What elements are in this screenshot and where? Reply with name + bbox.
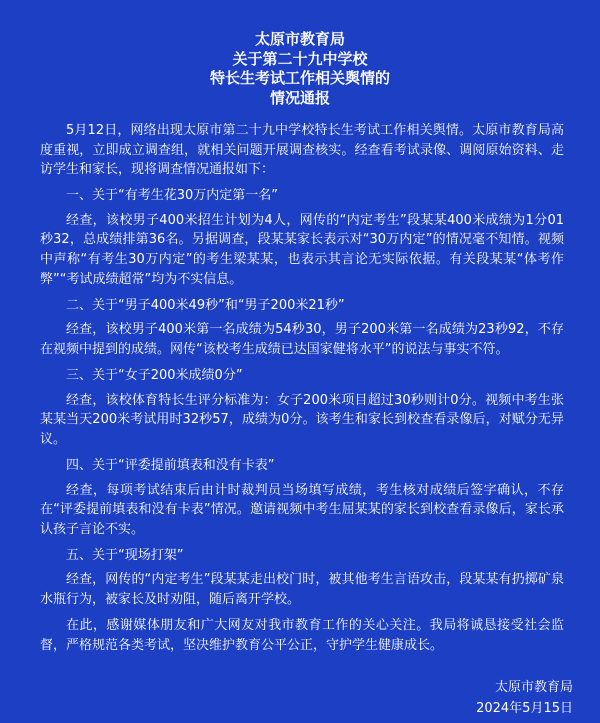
signature-date: 2024年5月15日: [476, 701, 573, 716]
signature-org: 太原市教育局: [494, 680, 573, 695]
intro-paragraph: 5月12日，网络出现太原市第二十九中学校特长生考试工作相关舆情。太原市教育局高度重视，立即成立调查组，就相关问题开展调查核实。经查看考试录像、调阅原始资料、走访学生和家长，现将调查情况通报如下：: [40, 123, 564, 178]
title-line-report: 情况通报: [269, 88, 330, 107]
section-heading-1: 一、关于“有考生花30万内定第一名”: [66, 188, 279, 204]
section-body-1: 经查，该校男子400米招生计划为4人，网传的“内定考生”段某某400米成绩为1分01秒32，总成绩排第36名。另据调查，段某某家长表示对“30万内定”的情况毫不知情。视频中声称“有考生30万内定”的考生梁某某，也表示其言论无实际依据。有关段某某“体考作弊”“考试成绩超常”均为不实信息。: [40, 212, 564, 287]
section-body-4: 经查，每项考试结束后由计时裁判员当场填写成绩，考生核对成绩后签字确认，不存在“评委提前填表和没有卡表”情况。邀请视频中考生屈某某的家长到校查看录像后，家长承认孩子言论不实。: [40, 482, 564, 537]
signature-block: [476, 677, 573, 719]
notice-title: [0, 30, 600, 108]
title-line-subject: 特长生考试工作相关舆情的: [209, 69, 390, 87]
section-body-2: 经查，该校男子400米第一名成绩为54秒30，男子200米第一名成绩为23秒92，不存在视频中提到的成绩。网传“该校考生成绩已达国家健将水平”的说法与事实不符。: [40, 322, 564, 357]
title-line-school: 关于第二十九中学校: [232, 49, 368, 68]
section-body-3: 经查，该校体育特长生评分标准为：女子200米项目超过30秒则计0分。视频中考生张某某当天200米考试用时32秒57，成绩为0分。该考生和家长到校查看录像后，对赋分无异议。: [40, 392, 564, 447]
section-heading-5: 五、关于“现场打架”: [66, 547, 184, 563]
notice-body: [40, 121, 564, 662]
closing-paragraph: 在此，感谢媒体朋友和广大网友对我市教育工作的关心关注。我局将诚恳接受社会监督，严格规范各类考试，坚决维护教育公平公正，守护学生健康成长。: [40, 618, 564, 653]
section-body-5: 经查，网传的“内定考生”段某某走出校门时，被其他考生言语攻击，段某某有扔掷矿泉水瓶行为，被家长及时劝阻，随后离开学校。: [40, 572, 564, 607]
section-heading-4: 四、关于“评委提前填表和没有卡表”: [66, 457, 275, 473]
section-heading-2: 二、关于“男子400米49秒”和“男子200米21秒”: [66, 297, 345, 313]
title-line-issuer: 太原市教育局: [254, 30, 345, 48]
section-heading-3: 三、关于“女子200米成绩0分”: [66, 368, 243, 384]
